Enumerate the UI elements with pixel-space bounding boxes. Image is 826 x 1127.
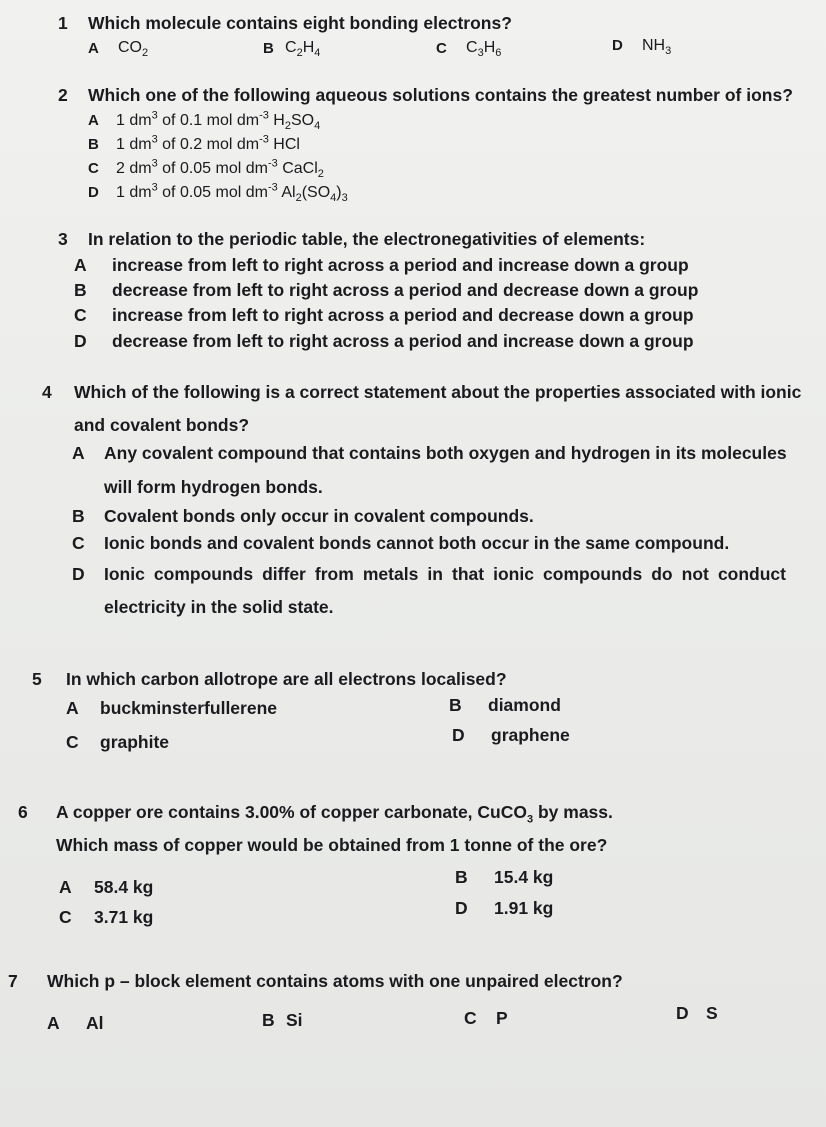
question-number: 6 bbox=[18, 802, 28, 822]
option-text: will form hydrogen bonds. bbox=[104, 477, 323, 497]
option-letter: A bbox=[88, 40, 99, 57]
option-letter: D bbox=[72, 564, 85, 584]
question-text: Which molecule contains eight bonding electrons? bbox=[88, 13, 512, 33]
option-letter: C bbox=[74, 305, 87, 325]
option-letter: D bbox=[74, 331, 87, 351]
option-text: increase from left to right across a period and increase down a group bbox=[112, 255, 689, 275]
option-letter: B bbox=[455, 867, 468, 887]
option-text: 1 $dm^3$ of 0.05 mol $dm^{-3}$ $Al_2(SO_4)_3$ bbox=[116, 181, 348, 205]
option-formula: $CO_2$ bbox=[118, 39, 149, 60]
option-text: electricity in the solid state. bbox=[104, 597, 334, 617]
option-formula: $C_3H_6$ bbox=[466, 39, 502, 60]
option-letter: C bbox=[59, 907, 72, 927]
option-text: Al bbox=[86, 1013, 104, 1033]
option-letter: A bbox=[74, 255, 87, 275]
option-text: decrease from left to right across a period and increase down a group bbox=[112, 331, 694, 351]
option-letter: A bbox=[47, 1013, 60, 1033]
option-text: Ionic compounds differ from metals in that ionic compounds do not conduct bbox=[104, 564, 786, 584]
option-letter: B bbox=[72, 506, 85, 526]
option-letter: C bbox=[66, 732, 79, 752]
option-text: Any covalent compound that contains both oxygen and hydrogen in its molecules bbox=[104, 443, 787, 463]
option-text: graphene bbox=[491, 725, 570, 745]
question-text: Which one of the following aqueous solutions contains the greatest number of ions? bbox=[88, 85, 793, 105]
option-letter: D bbox=[455, 898, 468, 918]
option-text: Si bbox=[286, 1010, 303, 1030]
option-text: 58.4 kg bbox=[94, 877, 154, 897]
question-text: In relation to the periodic table, the electronegativities of elements: bbox=[88, 229, 646, 249]
question-number: 7 bbox=[8, 971, 18, 991]
question-text: Which mass of copper would be obtained from 1 tonne of the ore? bbox=[56, 835, 608, 855]
question-text: A copper ore contains 3.00% of copper carbonate, CuCO$_3$ by mass. bbox=[56, 802, 613, 826]
option-text: 1.91 kg bbox=[494, 898, 554, 918]
option-text: S bbox=[706, 1003, 718, 1023]
question-number: 3 bbox=[58, 229, 68, 249]
option-letter: B bbox=[449, 695, 462, 715]
question-text: Which of the following is a correct statement about the properties associated with ionic bbox=[74, 382, 802, 402]
question-text: Which p – block element contains atoms with one unpaired electron? bbox=[47, 971, 623, 991]
option-letter: C bbox=[88, 160, 99, 177]
option-letter: C bbox=[436, 40, 447, 57]
option-text: 15.4 kg bbox=[494, 867, 554, 887]
option-text: 1 $dm^3$ of 0.1 mol $dm^{-3}$ $H_2SO_4$ bbox=[116, 109, 321, 133]
question-number: 1 bbox=[58, 13, 68, 33]
option-text: Covalent bonds only occur in covalent compounds. bbox=[104, 506, 534, 526]
option-letter: A bbox=[88, 112, 99, 129]
option-letter: D bbox=[88, 184, 99, 201]
option-letter: C bbox=[464, 1008, 477, 1028]
option-text: 2 $dm^3$ of 0.05 mol $dm^{-3}$ CaCl$_2$ bbox=[116, 157, 324, 181]
option-formula: $C_2H_4$ bbox=[285, 39, 321, 60]
option-letter: A bbox=[72, 443, 85, 463]
option-formula: $NH_3$ bbox=[642, 37, 672, 58]
option-letter: C bbox=[72, 533, 85, 553]
option-text: 3.71 kg bbox=[94, 907, 154, 927]
option-letter: D bbox=[612, 37, 623, 54]
option-text: 1 $dm^3$ of 0.2 mol $dm^{-3}$ HCl bbox=[116, 133, 300, 153]
option-letter: D bbox=[452, 725, 465, 745]
option-text: Ionic bonds and covalent bonds cannot both occur in the same compound. bbox=[104, 533, 730, 553]
option-text: P bbox=[496, 1008, 508, 1028]
question-text: and covalent bonds? bbox=[74, 415, 250, 435]
option-letter: D bbox=[676, 1003, 689, 1023]
option-letter: B bbox=[262, 1010, 275, 1030]
option-text: graphite bbox=[100, 732, 170, 752]
option-text: decrease from left to right across a period and decrease down a group bbox=[112, 280, 699, 300]
option-text: buckminsterfullerene bbox=[100, 698, 277, 718]
option-letter: B bbox=[263, 40, 274, 57]
option-text: diamond bbox=[488, 695, 561, 715]
option-text: increase from left to right across a period and decrease down a group bbox=[112, 305, 694, 325]
option-letter: A bbox=[66, 698, 79, 718]
question-number: 4 bbox=[42, 382, 52, 402]
question-text: In which carbon allotrope are all electrons localised? bbox=[66, 669, 507, 689]
option-letter: A bbox=[59, 877, 72, 897]
option-letter: B bbox=[88, 136, 99, 153]
question-number: 5 bbox=[32, 669, 42, 689]
option-letter: B bbox=[74, 280, 87, 300]
question-number: 2 bbox=[58, 85, 68, 105]
